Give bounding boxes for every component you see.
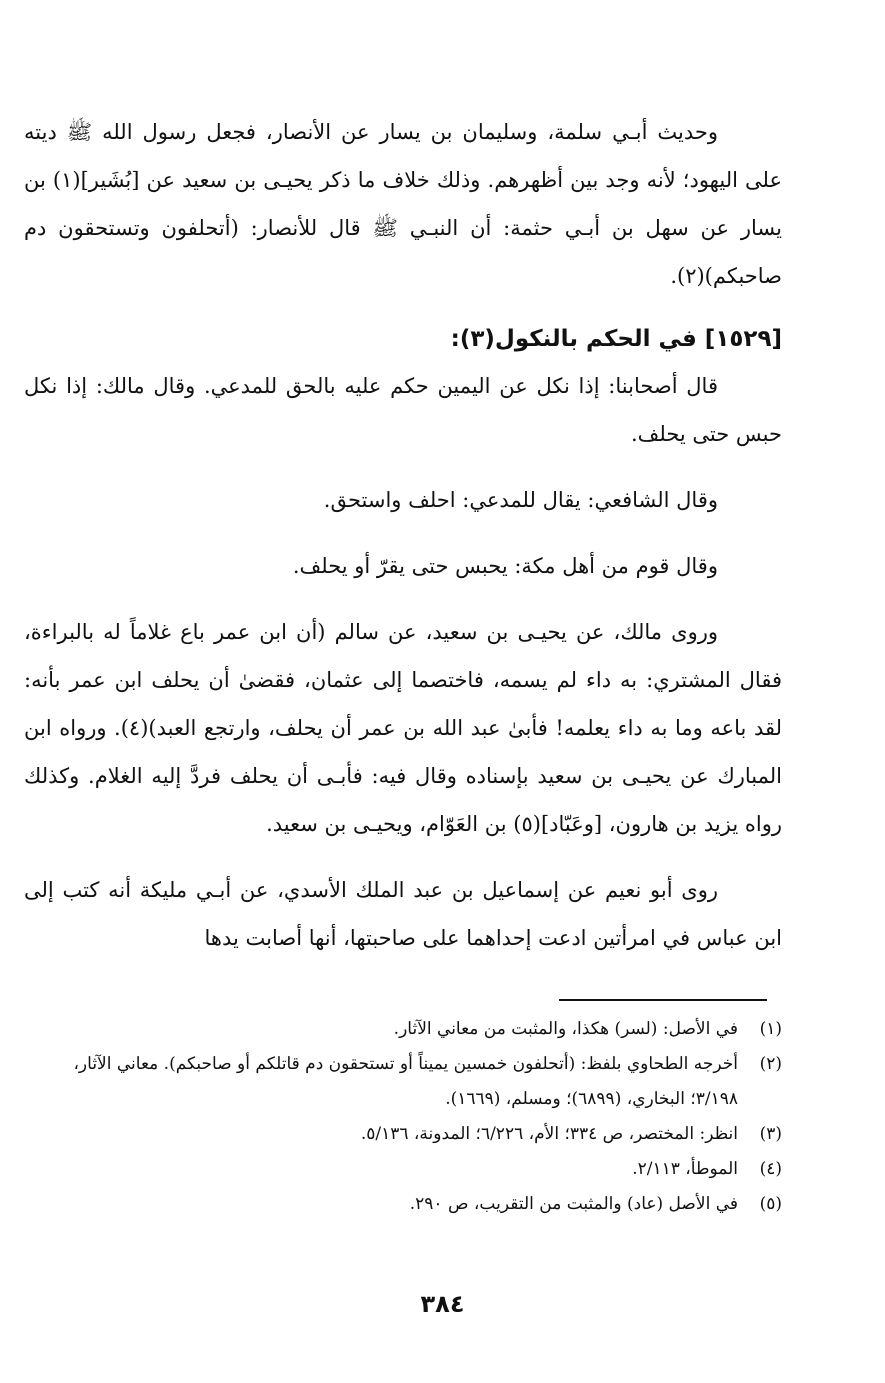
footnote-3 <box>30 1117 782 1152</box>
footnote-divider <box>559 999 767 1001</box>
footnote-text: انظر: المختصر، ص ٣٣٤؛ الأم، ٦/٢٢٦؛ المدونة، ٥/١٣٦. <box>360 1124 738 1144</box>
paragraph-ashabuna: قال أصحابنا: إذا نكل عن اليمين حكم عليه بالحق للمدعي. وقال مالك: إذا نكل حبس حتى يحلف. <box>24 374 782 446</box>
main-text <box>24 108 782 962</box>
paragraph-shafii: وقال الشافعي: يقال للمدعي: احلف واستحق. <box>323 488 718 512</box>
footnote-5 <box>30 1187 782 1222</box>
footnote-text: في الأصل (عاد) والمثبت من التقريب، ص ٢٩٠. <box>409 1194 738 1214</box>
footnote-number: (١) <box>759 1019 782 1039</box>
footnote-4 <box>30 1152 782 1187</box>
footnote-number: (٢) <box>759 1054 782 1074</box>
footnote-number: (٤) <box>759 1159 782 1179</box>
page-number: ٣٨٤ <box>420 1290 465 1318</box>
section-heading: [١٥٢٩] في الحكم بالنكول(٣): <box>450 326 782 352</box>
footnote-text: أخرجه الطحاوي بلفظ: (أتحلفون خمسين يميناً أو تستحقون دم قاتلكم أو صاحبكم). معاني الآثار، ٣/١٩٨؛ البخاري، (٦٨٩٩)؛ ومسلم، (١٦٦٩). <box>73 1054 738 1109</box>
paragraph-abu-nuaym: روى أبو نعيم عن إسماعيل بن عبد الملك الأسدي، عن أبـي مليكة أنه كتب إلى ابن عباس في امرأتين ادعت إحداهما على صاحبتها، أنها أصابت يدها <box>24 878 782 950</box>
footnote-text: في الأصل: (لسر) هكذا، والمثبت من معاني الآثار. <box>393 1019 738 1039</box>
footnote-2 <box>30 1047 782 1117</box>
footnote-text: الموطأ، ٢/١١٣. <box>632 1159 738 1179</box>
paragraph-hadith-abi-salama: وحديث أبـي سلمة، وسليمان بن يسار عن الأنصار، فجعل رسول الله ﷺ ديته على اليهود؛ لأنه وجد بين أظهرهم. وذلك خلاف ما ذكر يحيـى بن سعيد عن [بُشَير](١) بن يسار عن سهل بن أبـي حثمة: أن النبـي ﷺ قال للأنصار: (أتحلفون وتستحقون دم صاحبكم)(٢). <box>24 120 782 288</box>
footnote-number: (٣) <box>759 1124 782 1144</box>
footnotes <box>30 1012 782 1222</box>
footnote-1 <box>30 1012 782 1047</box>
paragraph-malik-narration: وروى مالك، عن يحيـى بن سعيد، عن سالم (أن ابن عمر باع غلاماً له بالبراءة، فقال المشتري: به داء لم يسمه، فاختصما إلى عثمان، فقضىٰ أن يحلف ابن عمر بأنه: لقد باعه وما به داء يعلمه! فأبىٰ عبد الله بن عمر أن يحلف، وارتجع العبد)(٤). ورواه ابن المبارك عن يحيـى بن سعيد بإسناده وقال فيه: فأبـى أن يحلف فردَّ إليه الغلام. وكذلك رواه يزيد بن هارون، [وعَبّاد](٥) بن العَوّام، ويحيـى بن سعيد. <box>24 620 782 836</box>
footnote-number: (٥) <box>759 1194 782 1214</box>
paragraph-ahl-makka: وقال قوم من أهل مكة: يحبس حتى يقرّ أو يحلف. <box>292 554 718 578</box>
